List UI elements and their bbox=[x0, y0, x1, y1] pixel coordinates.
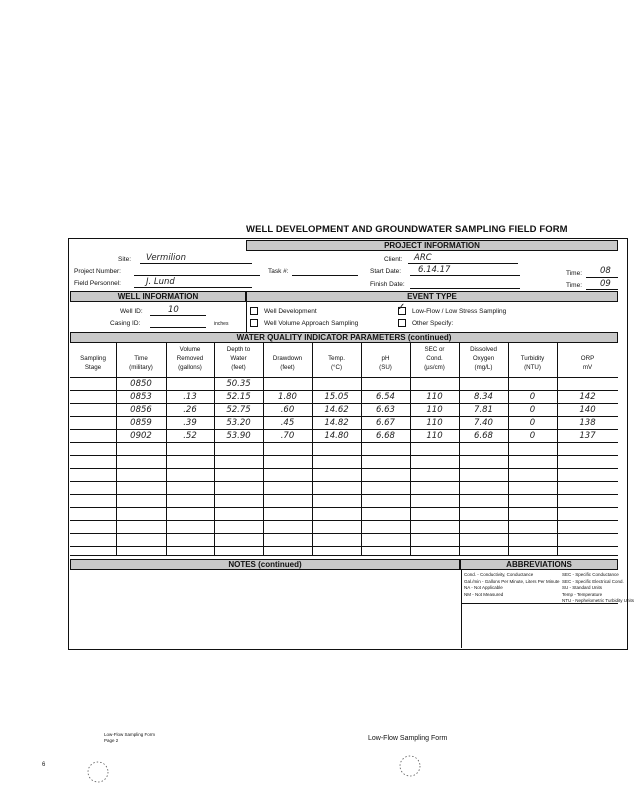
start-date-label: Start Date: bbox=[370, 268, 402, 275]
project-info-header: PROJECT INFORMATION bbox=[246, 240, 618, 251]
finish-date-label: Finish Date: bbox=[370, 281, 405, 288]
other-label: Other Specify: bbox=[412, 320, 454, 327]
binder-hole-left bbox=[84, 758, 114, 788]
col-header-depth-to-water: Depth to Water (feet) bbox=[226, 346, 251, 371]
abbreviations-left bbox=[464, 572, 560, 598]
time-label-2: Time: bbox=[566, 282, 583, 289]
cell-time[interactable]: 0902 bbox=[130, 431, 152, 441]
cell-orp[interactable]: 137 bbox=[579, 431, 596, 441]
cell-drawdown[interactable]: 1.80 bbox=[278, 392, 297, 402]
col-header-volume-removed: Volume Removed (gallons) bbox=[176, 346, 204, 371]
col-header-drawdown: Drawdown (feet) bbox=[272, 355, 303, 371]
cell-volume[interactable]: .39 bbox=[183, 418, 197, 428]
cell-orp[interactable]: 138 bbox=[579, 418, 596, 428]
cell-volume[interactable]: .52 bbox=[183, 431, 197, 441]
cell-volume[interactable]: .26 bbox=[183, 405, 197, 415]
col-header-sampling-stage: Sampling Stage bbox=[80, 355, 106, 371]
col-header-ph: pH (SU) bbox=[379, 355, 392, 371]
project-number-label: Project Number: bbox=[74, 268, 121, 275]
cell-depth[interactable]: 53.90 bbox=[226, 431, 251, 441]
site-label: Site: bbox=[118, 256, 132, 263]
cell-do[interactable]: 7.40 bbox=[474, 418, 493, 428]
cell-temp[interactable]: 14.80 bbox=[324, 431, 349, 441]
cell-do[interactable]: 8.34 bbox=[474, 392, 493, 402]
cell-cond[interactable]: 110 bbox=[426, 418, 443, 428]
cell-drawdown[interactable]: .45 bbox=[280, 418, 295, 428]
abbreviations-right bbox=[562, 572, 634, 605]
page-number: 6 bbox=[42, 762, 46, 768]
cell-turbidity[interactable]: 0 bbox=[529, 405, 536, 415]
well-volume-label: Well Volume Approach Sampling bbox=[264, 320, 359, 327]
cell-drawdown[interactable]: .70 bbox=[280, 431, 295, 441]
col-header-turbidity: Turbidity (NTU) bbox=[520, 355, 545, 371]
client-value[interactable]: ARC bbox=[414, 253, 432, 263]
cell-depth[interactable]: 53.20 bbox=[226, 418, 251, 428]
site-value[interactable]: Vermilion bbox=[146, 253, 186, 263]
footer-center: Low-Flow Sampling Form bbox=[368, 735, 448, 742]
cell-turbidity[interactable]: 0 bbox=[529, 392, 536, 402]
notes-area[interactable] bbox=[70, 570, 460, 648]
cell-time[interactable]: 0859 bbox=[130, 418, 152, 428]
col-header-time: Time (military) bbox=[129, 355, 153, 371]
abbr-item: SU - Standard Units bbox=[562, 585, 603, 590]
casing-id-label: Casing ID: bbox=[110, 320, 141, 327]
footer-left-line2: Page 2 bbox=[104, 738, 119, 743]
field-personnel-value[interactable]: J. Lund bbox=[146, 277, 175, 287]
abbr-item: SEC - Specific Electrical Cond. bbox=[562, 578, 624, 584]
col-header-dissolved-oxygen: Dissolved Oxygen (mg/L) bbox=[470, 346, 497, 371]
cell-temp[interactable]: 15.05 bbox=[324, 392, 349, 402]
cell-ph[interactable]: 6.67 bbox=[376, 418, 395, 428]
well-info-header: WELL INFORMATION bbox=[70, 291, 246, 302]
cell-depth[interactable]: 52.15 bbox=[226, 392, 251, 402]
abbr-item: NTU - Nephelometric Turbidity Units bbox=[562, 598, 634, 603]
cell-time[interactable]: 0856 bbox=[130, 405, 152, 415]
cell-cond[interactable]: 110 bbox=[426, 405, 443, 415]
cell-depth[interactable]: 52.75 bbox=[226, 405, 251, 415]
start-date-value[interactable]: 6.14.17 bbox=[418, 265, 451, 275]
cell-temp[interactable]: 14.82 bbox=[324, 418, 349, 428]
cell-depth[interactable]: 50.35 bbox=[226, 379, 251, 389]
well-development-label: Well Development bbox=[264, 308, 317, 315]
col-header-sec-cond: SEC or Cond. (µs/cm) bbox=[424, 346, 445, 371]
abbr-item: SEC - Specific Conductance bbox=[562, 572, 619, 577]
notes-header: NOTES (continued) bbox=[70, 559, 460, 570]
task-label: Task #: bbox=[268, 268, 289, 275]
form-title: WELL DEVELOPMENT AND GROUNDWATER SAMPLING FIELD FORM bbox=[246, 224, 568, 235]
time-label-1: Time: bbox=[566, 270, 583, 277]
checkmark-icon: ✓ bbox=[397, 302, 406, 313]
cell-ph[interactable]: 6.68 bbox=[376, 431, 395, 441]
footer-left-line1: Low-Flow Sampling Form bbox=[104, 732, 156, 737]
abbreviations-header: ABBREVIATIONS bbox=[460, 559, 618, 570]
cell-time[interactable]: 0853 bbox=[130, 392, 152, 402]
cell-turbidity[interactable]: 0 bbox=[529, 418, 536, 428]
abbr-item: NM - Not Measured bbox=[464, 591, 504, 597]
cell-ph[interactable]: 6.54 bbox=[376, 392, 395, 402]
client-label: Client: bbox=[384, 256, 403, 263]
well-id-label: Well ID: bbox=[120, 308, 143, 315]
field-personnel-label: Field Personnel: bbox=[74, 280, 121, 287]
col-header-temp: Temp. (°C) bbox=[328, 355, 345, 371]
cell-time[interactable]: 0850 bbox=[130, 379, 152, 389]
abbr-item: Temp - Temperature bbox=[562, 591, 603, 597]
abbr-item: Gal./min - Gallons Per Minute, Liters Per Minute bbox=[464, 578, 560, 584]
well-id-value[interactable]: 10 bbox=[168, 305, 179, 315]
cell-temp[interactable]: 14.62 bbox=[324, 405, 349, 415]
abbr-item: NA - Not Applicable bbox=[464, 585, 503, 590]
abbr-item: Cond. - Conductivity, Conductance bbox=[464, 572, 534, 577]
cell-do[interactable]: 6.68 bbox=[474, 431, 493, 441]
binder-hole-right bbox=[396, 752, 426, 782]
cell-orp[interactable]: 140 bbox=[579, 405, 596, 415]
col-header-orp: ORP mV bbox=[580, 355, 595, 371]
cell-cond[interactable]: 110 bbox=[426, 431, 443, 441]
cell-cond[interactable]: 110 bbox=[426, 392, 443, 402]
water-quality-header: WATER QUALITY INDICATOR PARAMETERS (continued) bbox=[70, 332, 618, 343]
cell-turbidity[interactable]: 0 bbox=[529, 431, 536, 441]
footer-left bbox=[104, 732, 155, 744]
time-value-2[interactable]: 09 bbox=[600, 279, 611, 289]
time-value-1[interactable]: 08 bbox=[600, 266, 611, 276]
event-type-header: EVENT TYPE bbox=[246, 291, 618, 302]
cell-ph[interactable]: 6.63 bbox=[376, 405, 395, 415]
casing-unit: inches bbox=[214, 321, 229, 327]
cell-do[interactable]: 7.81 bbox=[474, 405, 493, 415]
low-flow-label: Low-Flow / Low Stress Sampling bbox=[412, 308, 507, 315]
cell-orp[interactable]: 142 bbox=[579, 392, 596, 402]
cell-drawdown[interactable]: .60 bbox=[280, 405, 295, 415]
cell-volume[interactable]: .13 bbox=[183, 392, 197, 402]
